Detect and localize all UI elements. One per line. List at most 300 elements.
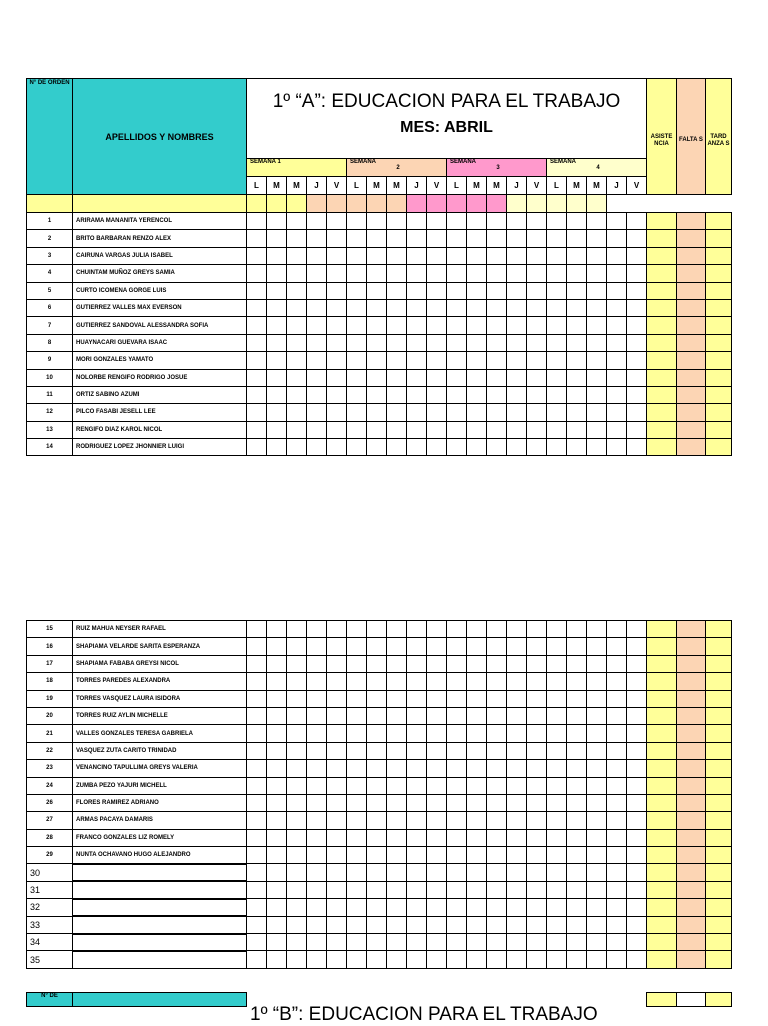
attendance-cell[interactable] [507, 317, 527, 334]
attendance-cell[interactable] [267, 707, 287, 724]
attendance-cell[interactable] [487, 881, 507, 898]
attendance-cell[interactable] [347, 690, 367, 707]
attendance-cell[interactable] [587, 334, 607, 351]
attendance-cell[interactable] [347, 777, 367, 794]
attendance-cell[interactable] [307, 299, 327, 316]
attendance-cell[interactable] [307, 934, 327, 951]
attendance-cell[interactable] [607, 352, 627, 369]
attendance-cell[interactable] [447, 864, 467, 881]
attendance-cell[interactable] [607, 951, 627, 968]
attendance-cell[interactable] [587, 230, 607, 247]
attendance-cell[interactable] [587, 760, 607, 777]
attendance-cell[interactable] [247, 794, 267, 811]
attendance-cell[interactable] [267, 673, 287, 690]
attendance-cell[interactable] [527, 369, 547, 386]
attendance-cell[interactable] [287, 847, 307, 864]
attendance-cell[interactable] [287, 864, 307, 881]
attendance-cell[interactable] [407, 829, 427, 846]
attendance-cell[interactable] [247, 829, 267, 846]
attendance-cell[interactable] [467, 829, 487, 846]
attendance-cell[interactable] [247, 265, 267, 282]
attendance-cell[interactable] [447, 404, 467, 421]
attendance-cell[interactable] [347, 265, 367, 282]
attendance-cell[interactable] [367, 899, 387, 916]
attendance-cell[interactable] [567, 690, 587, 707]
attendance-cell[interactable] [267, 317, 287, 334]
attendance-cell[interactable] [347, 847, 367, 864]
attendance-cell[interactable] [467, 881, 487, 898]
attendance-cell[interactable] [287, 386, 307, 403]
attendance-cell[interactable] [527, 386, 547, 403]
attendance-cell[interactable] [267, 334, 287, 351]
attendance-cell[interactable] [447, 421, 467, 438]
attendance-cell[interactable] [467, 404, 487, 421]
attendance-cell[interactable] [527, 707, 547, 724]
attendance-cell[interactable] [327, 847, 347, 864]
attendance-cell[interactable] [627, 334, 647, 351]
attendance-cell[interactable] [387, 690, 407, 707]
attendance-cell[interactable] [267, 812, 287, 829]
attendance-cell[interactable] [287, 299, 307, 316]
attendance-cell[interactable] [507, 386, 527, 403]
attendance-cell[interactable] [247, 847, 267, 864]
attendance-cell[interactable] [487, 707, 507, 724]
attendance-cell[interactable] [487, 794, 507, 811]
attendance-cell[interactable] [547, 742, 567, 759]
attendance-cell[interactable] [367, 881, 387, 898]
attendance-cell[interactable] [487, 282, 507, 299]
attendance-cell[interactable] [447, 265, 467, 282]
attendance-cell[interactable] [267, 230, 287, 247]
attendance-cell[interactable] [387, 881, 407, 898]
attendance-cell[interactable] [427, 916, 447, 933]
attendance-cell[interactable] [467, 282, 487, 299]
attendance-cell[interactable] [587, 934, 607, 951]
attendance-cell[interactable] [607, 247, 627, 264]
attendance-cell[interactable] [387, 334, 407, 351]
attendance-cell[interactable] [247, 777, 267, 794]
attendance-cell[interactable] [547, 317, 567, 334]
attendance-cell[interactable] [547, 881, 567, 898]
attendance-cell[interactable] [287, 916, 307, 933]
attendance-cell[interactable] [627, 725, 647, 742]
attendance-cell[interactable] [487, 369, 507, 386]
attendance-cell[interactable] [627, 638, 647, 655]
attendance-cell[interactable] [627, 742, 647, 759]
attendance-cell[interactable] [407, 777, 427, 794]
attendance-cell[interactable] [627, 794, 647, 811]
attendance-cell[interactable] [507, 621, 527, 638]
attendance-cell[interactable] [327, 369, 347, 386]
attendance-cell[interactable] [287, 265, 307, 282]
attendance-cell[interactable] [327, 864, 347, 881]
attendance-cell[interactable] [367, 742, 387, 759]
attendance-cell[interactable] [447, 638, 467, 655]
attendance-cell[interactable] [367, 282, 387, 299]
attendance-cell[interactable] [507, 742, 527, 759]
attendance-cell[interactable] [487, 334, 507, 351]
attendance-cell[interactable] [507, 247, 527, 264]
attendance-cell[interactable] [467, 760, 487, 777]
attendance-cell[interactable] [607, 707, 627, 724]
attendance-cell[interactable] [467, 421, 487, 438]
attendance-cell[interactable] [567, 352, 587, 369]
attendance-cell[interactable] [627, 299, 647, 316]
attendance-cell[interactable] [307, 794, 327, 811]
attendance-cell[interactable] [467, 794, 487, 811]
attendance-cell[interactable] [547, 725, 567, 742]
attendance-cell[interactable] [587, 621, 607, 638]
attendance-cell[interactable] [307, 829, 327, 846]
attendance-cell[interactable] [487, 742, 507, 759]
attendance-cell[interactable] [567, 794, 587, 811]
attendance-cell[interactable] [287, 934, 307, 951]
attendance-cell[interactable] [607, 934, 627, 951]
attendance-cell[interactable] [387, 282, 407, 299]
attendance-cell[interactable] [587, 812, 607, 829]
attendance-cell[interactable] [507, 881, 527, 898]
attendance-cell[interactable] [267, 794, 287, 811]
attendance-cell[interactable] [347, 386, 367, 403]
attendance-cell[interactable] [607, 638, 627, 655]
attendance-cell[interactable] [427, 317, 447, 334]
attendance-cell[interactable] [487, 247, 507, 264]
attendance-cell[interactable] [287, 334, 307, 351]
attendance-cell[interactable] [627, 690, 647, 707]
attendance-cell[interactable] [567, 655, 587, 672]
attendance-cell[interactable] [347, 899, 367, 916]
attendance-cell[interactable] [507, 439, 527, 456]
attendance-cell[interactable] [467, 899, 487, 916]
attendance-cell[interactable] [527, 725, 547, 742]
attendance-cell[interactable] [387, 812, 407, 829]
attendance-cell[interactable] [547, 829, 567, 846]
attendance-cell[interactable] [627, 421, 647, 438]
attendance-cell[interactable] [267, 352, 287, 369]
attendance-cell[interactable] [247, 369, 267, 386]
attendance-cell[interactable] [347, 707, 367, 724]
attendance-cell[interactable] [547, 847, 567, 864]
attendance-cell[interactable] [427, 899, 447, 916]
attendance-cell[interactable] [627, 621, 647, 638]
attendance-cell[interactable] [467, 230, 487, 247]
attendance-cell[interactable] [387, 369, 407, 386]
attendance-cell[interactable] [427, 760, 447, 777]
attendance-cell[interactable] [347, 230, 367, 247]
attendance-cell[interactable] [307, 213, 327, 230]
attendance-cell[interactable] [387, 317, 407, 334]
attendance-cell[interactable] [547, 213, 567, 230]
attendance-cell[interactable] [487, 404, 507, 421]
attendance-cell[interactable] [327, 829, 347, 846]
attendance-cell[interactable] [527, 794, 547, 811]
attendance-cell[interactable] [287, 725, 307, 742]
attendance-cell[interactable] [267, 282, 287, 299]
attendance-cell[interactable] [467, 299, 487, 316]
attendance-cell[interactable] [567, 707, 587, 724]
attendance-cell[interactable] [307, 951, 327, 968]
attendance-cell[interactable] [347, 317, 367, 334]
attendance-cell[interactable] [487, 638, 507, 655]
attendance-cell[interactable] [607, 265, 627, 282]
attendance-cell[interactable] [567, 673, 587, 690]
attendance-cell[interactable] [447, 247, 467, 264]
attendance-cell[interactable] [587, 847, 607, 864]
attendance-cell[interactable] [487, 299, 507, 316]
attendance-cell[interactable] [307, 725, 327, 742]
attendance-cell[interactable] [287, 638, 307, 655]
attendance-cell[interactable] [607, 777, 627, 794]
attendance-cell[interactable] [627, 352, 647, 369]
attendance-cell[interactable] [487, 213, 507, 230]
attendance-cell[interactable] [487, 621, 507, 638]
attendance-cell[interactable] [427, 934, 447, 951]
attendance-cell[interactable] [627, 317, 647, 334]
attendance-cell[interactable] [507, 369, 527, 386]
attendance-cell[interactable] [427, 690, 447, 707]
attendance-cell[interactable] [267, 725, 287, 742]
attendance-cell[interactable] [387, 777, 407, 794]
attendance-cell[interactable] [287, 881, 307, 898]
attendance-cell[interactable] [427, 421, 447, 438]
attendance-cell[interactable] [487, 421, 507, 438]
attendance-cell[interactable] [507, 638, 527, 655]
attendance-cell[interactable] [587, 673, 607, 690]
attendance-cell[interactable] [447, 386, 467, 403]
attendance-cell[interactable] [627, 282, 647, 299]
attendance-cell[interactable] [387, 673, 407, 690]
attendance-cell[interactable] [247, 655, 267, 672]
attendance-cell[interactable] [447, 829, 467, 846]
attendance-cell[interactable] [367, 439, 387, 456]
attendance-cell[interactable] [267, 439, 287, 456]
attendance-cell[interactable] [467, 690, 487, 707]
attendance-cell[interactable] [527, 247, 547, 264]
attendance-cell[interactable] [287, 439, 307, 456]
attendance-cell[interactable] [627, 899, 647, 916]
attendance-cell[interactable] [427, 777, 447, 794]
attendance-cell[interactable] [527, 265, 547, 282]
attendance-cell[interactable] [347, 881, 367, 898]
attendance-cell[interactable] [247, 299, 267, 316]
attendance-cell[interactable] [467, 934, 487, 951]
attendance-cell[interactable] [387, 404, 407, 421]
attendance-cell[interactable] [567, 247, 587, 264]
attendance-cell[interactable] [347, 352, 367, 369]
attendance-cell[interactable] [607, 725, 627, 742]
attendance-cell[interactable] [447, 439, 467, 456]
attendance-cell[interactable] [327, 213, 347, 230]
attendance-cell[interactable] [347, 725, 367, 742]
attendance-cell[interactable] [407, 707, 427, 724]
attendance-cell[interactable] [247, 404, 267, 421]
attendance-cell[interactable] [387, 934, 407, 951]
attendance-cell[interactable] [527, 916, 547, 933]
attendance-cell[interactable] [327, 812, 347, 829]
attendance-cell[interactable] [287, 421, 307, 438]
attendance-cell[interactable] [307, 916, 327, 933]
attendance-cell[interactable] [607, 829, 627, 846]
attendance-cell[interactable] [287, 742, 307, 759]
attendance-cell[interactable] [267, 386, 287, 403]
attendance-cell[interactable] [427, 864, 447, 881]
attendance-cell[interactable] [247, 439, 267, 456]
attendance-cell[interactable] [267, 916, 287, 933]
attendance-cell[interactable] [327, 794, 347, 811]
attendance-cell[interactable] [267, 265, 287, 282]
attendance-cell[interactable] [407, 673, 427, 690]
attendance-cell[interactable] [607, 334, 627, 351]
attendance-cell[interactable] [247, 247, 267, 264]
attendance-cell[interactable] [407, 881, 427, 898]
attendance-cell[interactable] [287, 951, 307, 968]
attendance-cell[interactable] [327, 247, 347, 264]
attendance-cell[interactable] [287, 829, 307, 846]
attendance-cell[interactable] [567, 299, 587, 316]
attendance-cell[interactable] [627, 247, 647, 264]
attendance-cell[interactable] [507, 265, 527, 282]
attendance-cell[interactable] [387, 794, 407, 811]
attendance-cell[interactable] [267, 404, 287, 421]
attendance-cell[interactable] [507, 864, 527, 881]
attendance-cell[interactable] [287, 690, 307, 707]
attendance-cell[interactable] [367, 638, 387, 655]
attendance-cell[interactable] [327, 690, 347, 707]
attendance-cell[interactable] [547, 655, 567, 672]
attendance-cell[interactable] [587, 421, 607, 438]
attendance-cell[interactable] [547, 621, 567, 638]
attendance-cell[interactable] [367, 655, 387, 672]
attendance-cell[interactable] [607, 690, 627, 707]
attendance-cell[interactable] [607, 742, 627, 759]
attendance-cell[interactable] [427, 673, 447, 690]
attendance-cell[interactable] [307, 899, 327, 916]
attendance-cell[interactable] [427, 213, 447, 230]
attendance-cell[interactable] [367, 847, 387, 864]
attendance-cell[interactable] [467, 812, 487, 829]
attendance-cell[interactable] [367, 334, 387, 351]
attendance-cell[interactable] [547, 404, 567, 421]
attendance-cell[interactable] [507, 725, 527, 742]
attendance-cell[interactable] [307, 760, 327, 777]
attendance-cell[interactable] [587, 655, 607, 672]
attendance-cell[interactable] [287, 213, 307, 230]
attendance-cell[interactable] [367, 404, 387, 421]
attendance-cell[interactable] [427, 725, 447, 742]
attendance-cell[interactable] [587, 864, 607, 881]
attendance-cell[interactable] [507, 352, 527, 369]
attendance-cell[interactable] [487, 847, 507, 864]
attendance-cell[interactable] [307, 334, 327, 351]
attendance-cell[interactable] [307, 404, 327, 421]
attendance-cell[interactable] [547, 299, 567, 316]
attendance-cell[interactable] [367, 247, 387, 264]
attendance-cell[interactable] [627, 881, 647, 898]
attendance-cell[interactable] [367, 369, 387, 386]
attendance-cell[interactable] [587, 690, 607, 707]
attendance-cell[interactable] [627, 404, 647, 421]
attendance-cell[interactable] [367, 725, 387, 742]
attendance-cell[interactable] [607, 421, 627, 438]
attendance-cell[interactable] [567, 829, 587, 846]
attendance-cell[interactable] [587, 352, 607, 369]
attendance-cell[interactable] [527, 317, 547, 334]
attendance-cell[interactable] [347, 213, 367, 230]
attendance-cell[interactable] [487, 777, 507, 794]
attendance-cell[interactable] [467, 707, 487, 724]
attendance-cell[interactable] [247, 317, 267, 334]
attendance-cell[interactable] [527, 638, 547, 655]
attendance-cell[interactable] [627, 864, 647, 881]
attendance-cell[interactable] [367, 386, 387, 403]
attendance-cell[interactable] [267, 847, 287, 864]
attendance-cell[interactable] [307, 265, 327, 282]
attendance-cell[interactable] [567, 638, 587, 655]
attendance-cell[interactable] [587, 742, 607, 759]
attendance-cell[interactable] [347, 404, 367, 421]
attendance-cell[interactable] [427, 369, 447, 386]
attendance-cell[interactable] [327, 265, 347, 282]
attendance-cell[interactable] [607, 369, 627, 386]
attendance-cell[interactable] [327, 317, 347, 334]
attendance-cell[interactable] [587, 777, 607, 794]
attendance-cell[interactable] [447, 621, 467, 638]
attendance-cell[interactable] [467, 847, 487, 864]
attendance-cell[interactable] [447, 742, 467, 759]
attendance-cell[interactable] [387, 760, 407, 777]
attendance-cell[interactable] [567, 777, 587, 794]
attendance-cell[interactable] [487, 655, 507, 672]
attendance-cell[interactable] [307, 369, 327, 386]
attendance-cell[interactable] [547, 247, 567, 264]
attendance-cell[interactable] [387, 829, 407, 846]
attendance-cell[interactable] [447, 707, 467, 724]
attendance-cell[interactable] [447, 369, 467, 386]
attendance-cell[interactable] [387, 265, 407, 282]
attendance-cell[interactable] [487, 760, 507, 777]
attendance-cell[interactable] [427, 742, 447, 759]
attendance-cell[interactable] [347, 916, 367, 933]
attendance-cell[interactable] [627, 707, 647, 724]
attendance-cell[interactable] [487, 352, 507, 369]
attendance-cell[interactable] [447, 282, 467, 299]
attendance-cell[interactable] [307, 864, 327, 881]
attendance-cell[interactable] [407, 655, 427, 672]
attendance-cell[interactable] [307, 439, 327, 456]
attendance-cell[interactable] [447, 881, 467, 898]
attendance-cell[interactable] [427, 847, 447, 864]
attendance-cell[interactable] [407, 847, 427, 864]
attendance-cell[interactable] [387, 247, 407, 264]
attendance-cell[interactable] [247, 742, 267, 759]
attendance-cell[interactable] [607, 299, 627, 316]
attendance-cell[interactable] [447, 794, 467, 811]
attendance-cell[interactable] [247, 725, 267, 742]
attendance-cell[interactable] [267, 299, 287, 316]
attendance-cell[interactable] [627, 265, 647, 282]
attendance-cell[interactable] [527, 230, 547, 247]
attendance-cell[interactable] [287, 707, 307, 724]
attendance-cell[interactable] [607, 621, 627, 638]
attendance-cell[interactable] [567, 386, 587, 403]
attendance-cell[interactable] [547, 439, 567, 456]
attendance-cell[interactable] [507, 916, 527, 933]
attendance-cell[interactable] [367, 916, 387, 933]
attendance-cell[interactable] [547, 707, 567, 724]
attendance-cell[interactable] [327, 386, 347, 403]
attendance-cell[interactable] [567, 317, 587, 334]
attendance-cell[interactable] [407, 916, 427, 933]
